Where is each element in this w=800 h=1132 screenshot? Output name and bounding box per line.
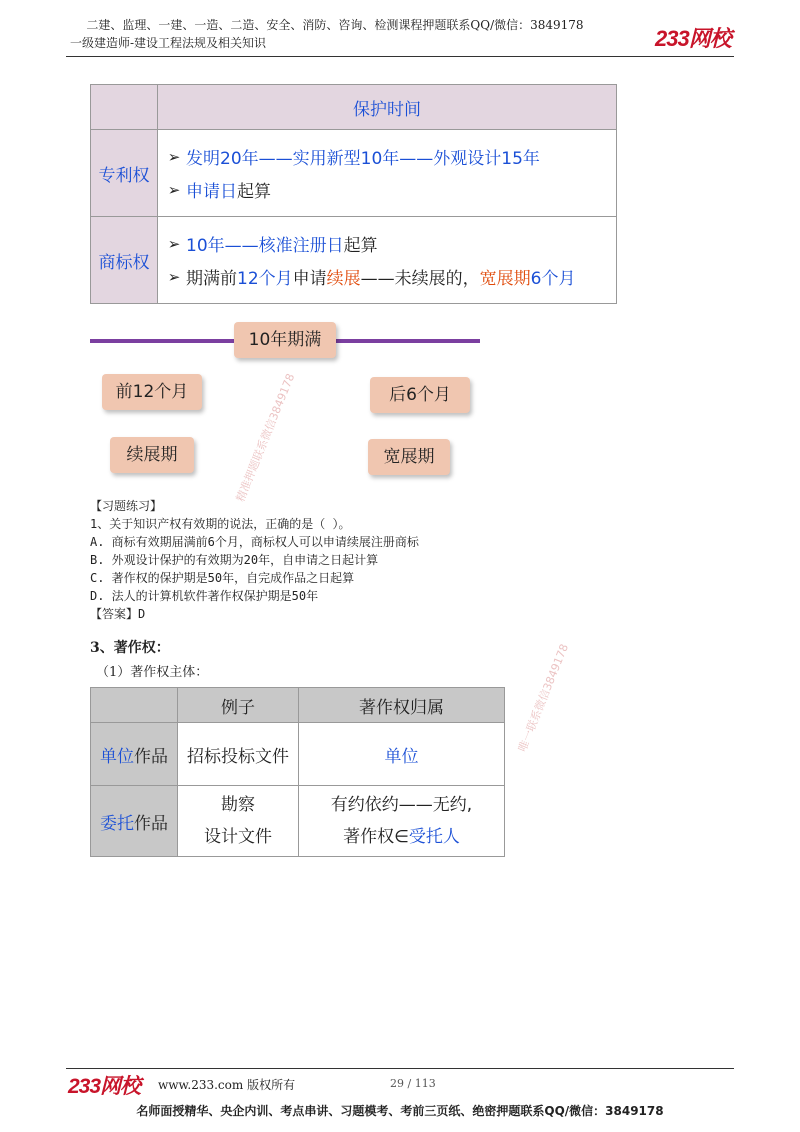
table-corner-cell (91, 688, 178, 723)
header-top-line: 二建、监理、一建、一造、二造、安全、消防、咨询、检测课程押题联系QQ/微信：3849178 (86, 18, 584, 32)
exercise-option-a: A. 商标有效期届满前6个月，商标权人可以申请续展注册商标 (90, 535, 419, 549)
timeline-line-right (336, 339, 480, 343)
before-period-box: 前12个月 (102, 374, 202, 410)
example-cell: 勘察 设计文件 (178, 786, 299, 857)
patent-content (158, 130, 617, 217)
table-row (91, 723, 505, 786)
list-item: ➢ 申请日 起算 (162, 173, 616, 206)
trademark-content (158, 217, 617, 304)
section-title: 3、著作权： (90, 640, 170, 656)
arrow-bullet-icon: ➢ (167, 180, 181, 199)
ownership-cell: 有约依约——无约, 著作权∈受托人 (299, 786, 505, 857)
protection-time-header: 保护时间 (158, 85, 617, 130)
ownership-header: 著作权归属 (299, 688, 505, 723)
row-label: 委托作品 (91, 786, 178, 857)
protection-time-table (90, 84, 617, 304)
footer-divider (66, 1068, 734, 1069)
list-item: ➢ 期满前 12个月 申请 续展 ——未续展的， 宽展期 6个月 (162, 260, 616, 293)
arrow-bullet-icon: ➢ (167, 234, 181, 253)
section-subtitle: （1）著作权主体： (96, 665, 209, 680)
row-label: 单位作品 (91, 723, 178, 786)
watermark: 唯一联系微信3849178 (515, 642, 571, 754)
exercise-option-b: B. 外观设计保护的有效期为20年，自申请之日起计算 (90, 553, 379, 567)
patent-label: 专利权 (91, 130, 158, 217)
table-row (91, 786, 505, 857)
ownership-cell: 单位 (299, 723, 505, 786)
after-period-box: 后6个月 (370, 377, 470, 413)
timeline-line-left (90, 339, 234, 343)
exercise-option-d: D. 法人的计算机软件著作权保护期是50年 (90, 589, 319, 603)
header-divider (66, 56, 734, 57)
exercise-answer: 【答案】D (90, 607, 146, 621)
header-subtitle: 一级建造师-建设工程法规及相关知识 (70, 36, 267, 50)
exercise-option-c: C. 著作权的保护期是50年，自完成作品之日起算 (90, 571, 355, 585)
footer-logo: 233网校 (68, 1075, 141, 1098)
footer-url: www.233.com 版权所有 (158, 1078, 296, 1092)
exercise-question: 1、关于知识产权有效期的说法，正确的是（ ）。 (90, 517, 351, 531)
table-corner-cell (91, 85, 158, 130)
grace-period-box: 宽展期 (368, 439, 450, 475)
arrow-bullet-icon: ➢ (167, 267, 181, 286)
list-item: ➢ 发明20年——实用新型10年——外观设计15年 (162, 140, 616, 173)
brand-logo: 233网校 (655, 26, 731, 51)
trademark-label: 商标权 (91, 217, 158, 304)
list-item: ➢ 10年——核准注册日 起算 (162, 227, 616, 260)
exercise-title: 【习题练习】 (90, 499, 163, 513)
renewal-period-box: 续展期 (110, 437, 194, 473)
arrow-bullet-icon: ➢ (167, 147, 181, 166)
page-number: 29 / 113 (390, 1077, 436, 1090)
example-cell: 招标投标文件 (178, 723, 299, 786)
timeline-center-box: 10年期满 (234, 322, 336, 358)
example-header: 例子 (178, 688, 299, 723)
copyright-owner-table (90, 687, 505, 857)
footer-promo: 名师面授精华、央企内训、考点串讲、习题模考、考前三页纸、绝密押题联系QQ/微信：3849178 (136, 1104, 664, 1118)
watermark: 精准押题联系微信3849178 (233, 371, 298, 504)
